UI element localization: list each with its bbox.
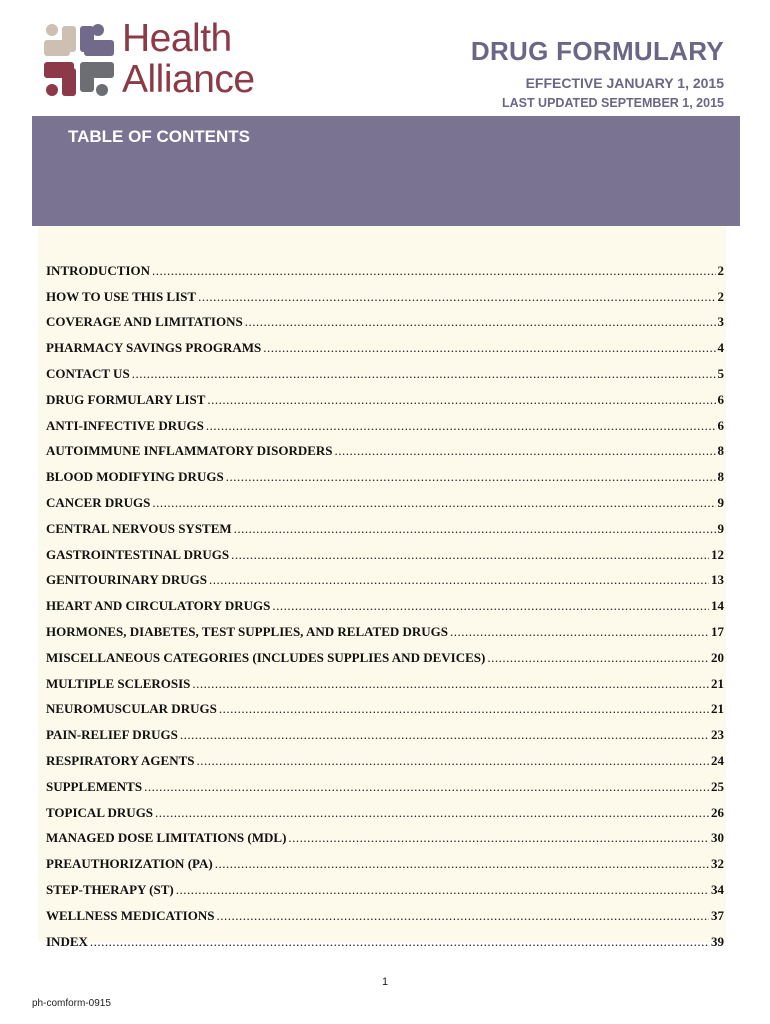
toc-entry-page[interactable]: 2: [717, 262, 724, 278]
toc-entry[interactable]: [46, 408, 724, 434]
logo-line-1: Health: [122, 17, 232, 60]
toc-entry-page[interactable]: 26: [711, 804, 724, 820]
toc-dot-leader: [226, 469, 716, 485]
toc-entry-title[interactable]: COVERAGE AND LIMITATIONS: [46, 314, 243, 330]
toc-entry-page[interactable]: 21: [711, 675, 724, 691]
toc-entry-page[interactable]: 21: [711, 701, 724, 717]
toc-dot-leader: [272, 598, 709, 614]
toc-entry-page[interactable]: 30: [711, 830, 724, 846]
toc-dot-leader: [152, 263, 715, 279]
toc-entry[interactable]: [46, 434, 724, 460]
toc-list: [46, 253, 724, 950]
toc-dot-leader: [192, 676, 709, 692]
toc-entry[interactable]: [46, 382, 724, 408]
toc-entry[interactable]: [46, 924, 724, 950]
toc-dot-leader: [132, 366, 716, 382]
toc-entry-title[interactable]: PHARMACY SAVINGS PROGRAMS: [46, 340, 262, 356]
toc-entry-page[interactable]: 8: [717, 469, 724, 485]
toc-dot-leader: [196, 753, 709, 769]
toc-entry-title[interactable]: NEUROMUSCULAR DRUGS: [46, 701, 217, 717]
toc-dot-leader: [144, 779, 709, 795]
toc-entry-page[interactable]: 9: [717, 494, 724, 510]
toc-entry-title[interactable]: CANCER DRUGS: [46, 494, 151, 510]
toc-dot-leader: [231, 547, 709, 563]
toc-dot-leader: [207, 392, 715, 408]
toc-entry-title[interactable]: INTRODUCTION: [46, 262, 151, 278]
toc-dot-leader: [90, 934, 709, 950]
last-updated-date: LAST UPDATED SEPTEMBER 1, 2015: [501, 96, 724, 110]
toc-entry-title[interactable]: TOPICAL DRUGS: [46, 804, 154, 820]
toc-entry-page[interactable]: 8: [717, 443, 724, 459]
toc-entry-page[interactable]: 17: [711, 623, 724, 639]
toc-entry[interactable]: [46, 898, 724, 924]
toc-entry-title[interactable]: SUPPLEMENTS: [46, 778, 143, 794]
toc-entry-title[interactable]: PAIN-RELIEF DRUGS: [46, 727, 178, 743]
effective-date: EFFECTIVE JANUARY 1, 2015: [525, 75, 724, 91]
toc-entry-title[interactable]: CENTRAL NERVOUS SYSTEM: [46, 520, 232, 536]
toc-entry-page[interactable]: 14: [711, 598, 724, 614]
toc-entry-title[interactable]: MANAGED DOSE LIMITATIONS (MDL): [46, 830, 287, 846]
toc-entry-page[interactable]: 13: [711, 572, 724, 588]
toc-entry-title[interactable]: GENITOURINARY DRUGS: [46, 572, 207, 588]
toc-entry-title[interactable]: DRUG FORMULARY LIST: [46, 391, 206, 407]
toc-entry-page[interactable]: 23: [711, 727, 724, 743]
toc-entry[interactable]: [46, 640, 724, 666]
toc-dot-leader: [206, 418, 716, 434]
toc-dot-leader: [263, 340, 715, 356]
toc-entry-title[interactable]: MULTIPLE SCLEROSIS: [46, 675, 191, 691]
toc-entry[interactable]: [46, 511, 724, 537]
toc-entry[interactable]: [46, 821, 724, 847]
toc-dot-leader: [155, 805, 709, 821]
toc-entry-title[interactable]: WELLNESS MEDICATIONS: [46, 907, 215, 923]
toc-entry-title[interactable]: HORMONES, DIABETES, TEST SUPPLIES, AND RELATED DRUGS: [46, 623, 449, 639]
health-alliance-logo: [40, 17, 300, 104]
toc-entry[interactable]: [46, 459, 724, 485]
toc-entry[interactable]: [46, 485, 724, 511]
toc-entry[interactable]: [46, 717, 724, 743]
toc-entry-title[interactable]: PREAUTHORIZATION (PA): [46, 856, 213, 872]
toc-entry[interactable]: [46, 588, 724, 614]
page-number: 1: [381, 976, 389, 988]
toc-entry-page[interactable]: 24: [711, 752, 724, 768]
toc-entry-title[interactable]: RESPIRATORY AGENTS: [46, 752, 195, 768]
toc-entry-page[interactable]: 2: [717, 288, 724, 304]
toc-entry[interactable]: [46, 666, 724, 692]
toc-entry-title[interactable]: GASTROINTESTINAL DRUGS: [46, 546, 230, 562]
toc-entry-page[interactable]: 39: [711, 933, 724, 949]
toc-dot-leader: [215, 856, 709, 872]
toc-entry[interactable]: [46, 872, 724, 898]
toc-entry[interactable]: [46, 846, 724, 872]
toc-entry[interactable]: [46, 743, 724, 769]
toc-entry-page[interactable]: 6: [717, 417, 724, 433]
logo-mark-icon: [40, 20, 120, 104]
toc-entry-page[interactable]: 5: [717, 365, 724, 381]
toc-entry-title[interactable]: HOW TO USE THIS LIST: [46, 288, 197, 304]
toc-entry[interactable]: [46, 769, 724, 795]
toc-entry[interactable]: [46, 563, 724, 589]
toc-dot-leader: [288, 830, 709, 846]
toc-entry-title[interactable]: MISCELLANEOUS CATEGORIES (INCLUDES SUPPLIES AND DEVICES): [46, 649, 486, 665]
toc-dot-leader: [180, 727, 709, 743]
toc-entry[interactable]: [46, 537, 724, 563]
toc-header-band: [32, 116, 740, 226]
toc-dot-leader: [209, 572, 709, 588]
toc-dot-leader: [234, 521, 716, 537]
toc-dot-leader: [335, 443, 716, 459]
toc-dot-leader: [198, 289, 715, 305]
toc-dot-leader: [176, 882, 709, 898]
toc-dot-leader: [216, 908, 709, 924]
toc-entry[interactable]: [46, 614, 724, 640]
toc-entry-page[interactable]: 25: [711, 778, 724, 794]
toc-entry-page[interactable]: 32: [711, 856, 724, 872]
toc-entry[interactable]: [46, 253, 724, 279]
toc-dot-leader: [450, 624, 709, 640]
toc-entry-page[interactable]: 9: [717, 520, 724, 536]
toc-heading: TABLE OF CONTENTS: [68, 127, 250, 146]
toc-entry-title[interactable]: STEP-THERAPY (ST): [46, 881, 174, 897]
toc-entry-title[interactable]: BLOOD MODIFYING DRUGS: [46, 469, 224, 485]
toc-entry-title[interactable]: AUTOIMMUNE INFLAMMATORY DISORDERS: [46, 443, 333, 459]
form-code: ph-comform-0915: [32, 998, 111, 1009]
document-title: DRUG FORMULARY: [470, 36, 724, 66]
toc-entry-page[interactable]: 6: [717, 391, 724, 407]
toc-dot-leader: [245, 314, 716, 330]
toc-dot-leader: [152, 495, 715, 511]
toc-entry-page[interactable]: 12: [711, 546, 724, 562]
toc-dot-leader: [219, 701, 709, 717]
toc-dot-leader: [487, 650, 709, 666]
toc-entry[interactable]: [46, 795, 724, 821]
toc-entry-page[interactable]: 4: [717, 340, 724, 356]
toc-entry-title[interactable]: ANTI-INFECTIVE DRUGS: [46, 417, 204, 433]
toc-entry-title[interactable]: INDEX: [46, 933, 88, 949]
toc-entry[interactable]: [46, 330, 724, 356]
toc-entry[interactable]: [46, 305, 724, 331]
toc-entry-page[interactable]: 37: [711, 907, 724, 923]
toc-entry-title[interactable]: HEART AND CIRCULATORY DRUGS: [46, 598, 271, 614]
toc-entry[interactable]: [46, 279, 724, 305]
toc-entry[interactable]: [46, 356, 724, 382]
toc-entry-page[interactable]: 34: [711, 881, 724, 897]
toc-entry-page[interactable]: 20: [711, 649, 724, 665]
toc-entry[interactable]: [46, 692, 724, 718]
logo-wordmark: [122, 18, 255, 100]
toc-entry-page[interactable]: 3: [717, 314, 724, 330]
toc-entry-title[interactable]: CONTACT US: [46, 365, 130, 381]
logo-line-2: Alliance: [122, 58, 255, 101]
